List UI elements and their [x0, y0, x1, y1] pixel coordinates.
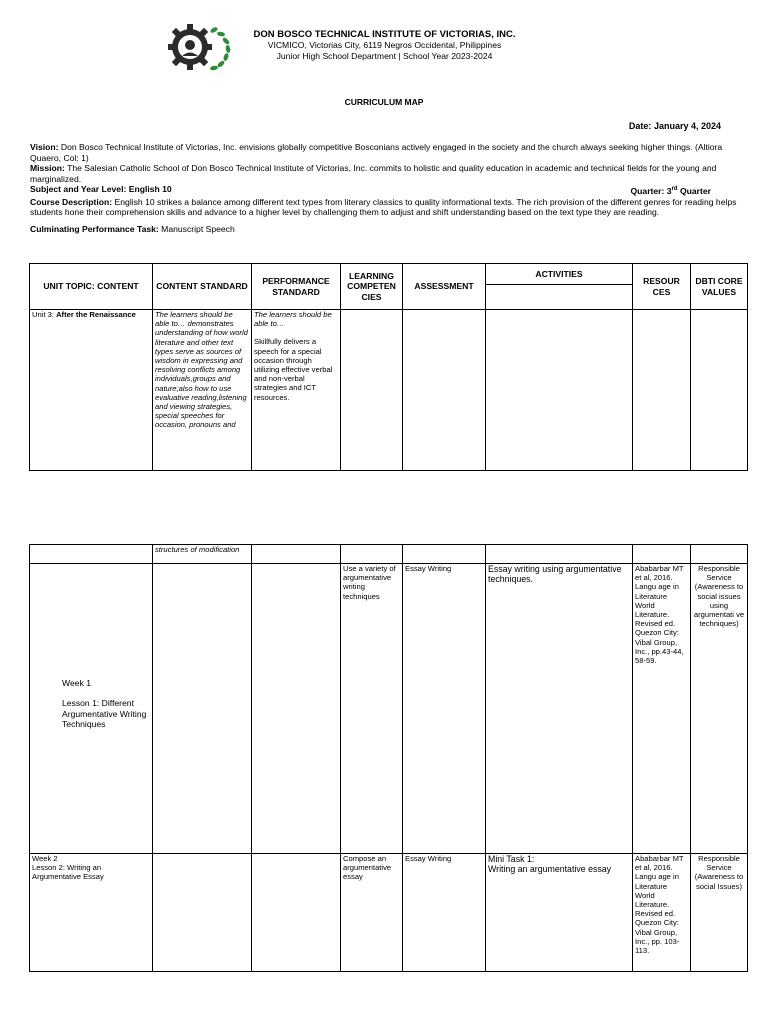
document-date [629, 121, 721, 131]
empty-cell [486, 545, 633, 564]
table-row [30, 854, 748, 972]
cpt-value: Manuscript Speech [161, 224, 235, 235]
activity-title: Mini Task 1: [488, 854, 535, 864]
table-row [30, 310, 748, 471]
table-row [30, 564, 748, 854]
cpt-label: Culminating Performance Task: [30, 224, 159, 235]
course-label: Course Description: [30, 196, 113, 207]
lesson-cell [30, 564, 153, 854]
quarter-word: Quarter [679, 186, 711, 197]
subject-label: Subject and Year Level: English 10 [30, 184, 172, 195]
competencies-cell [341, 310, 403, 471]
lesson-week: Week 2 [32, 854, 58, 863]
quarter-number: Quarter: 3 [630, 186, 672, 197]
header-resources: RESOUR CES [633, 264, 691, 310]
table-row [30, 545, 748, 564]
performance-standard-intro: The learners should be able to… [254, 310, 332, 329]
date-value: January 4, 2024 [653, 121, 721, 131]
course-description [30, 197, 746, 218]
unit-prefix: Unit 3: [32, 310, 54, 319]
competency-cell: Use a variety of argumentative writing techniques [341, 564, 403, 854]
vision-paragraph [30, 142, 746, 163]
empty-cell [252, 564, 341, 854]
lesson-title: Lesson 2: Writing an Argumentative Essay [32, 863, 104, 882]
course-text: English 10 strikes a balance among different text types from literary classics to quality informational texts. The rich provision of the different genres for reading helps students hone their comprehension skills and advance to a higher level by challenging them to adjust and shift understanding based on the text type they are reading. [30, 196, 737, 218]
performance-standard-cell [252, 310, 341, 471]
subject-quarter-row [30, 184, 746, 196]
core-values-cell: Responsible Service (Awareness to social issues using argumentati ve techniques) [691, 564, 748, 854]
quarter-label [630, 184, 711, 196]
mission-text: The Salesian Catholic School of Don Bosco Technical Institute of Victorias, Inc. commits to holistic and quality education in academic and technical fields for the young and marginalized. [30, 163, 717, 184]
lesson-title: Lesson 1: Different Argumentative Writing Techniques [62, 697, 147, 730]
curriculum-table-page1 [29, 263, 748, 471]
activity-text: Writing an argumentative essay [488, 864, 612, 875]
institution-address: VICMICO, Victorias City, 6119 Negros Occidental, Philippines [267, 40, 502, 50]
resources-cell: Ababarbar MT et al, 2016. Langu age in Literature World Literature. Revised ed. Quezon City: Vibal Group, Inc., pp.43-44, 58-59. [633, 564, 691, 854]
resources-cell [633, 310, 691, 471]
assessment-cell [403, 310, 486, 471]
header-content-standard: CONTENT STANDARD [153, 264, 252, 310]
assessment-cell: Essay Writing [403, 854, 486, 972]
lesson-cell [30, 854, 153, 972]
header-core-values: DBTI CORE VALUES [691, 264, 748, 310]
continued-unit-cell [30, 545, 153, 564]
unit-topic-cell [30, 310, 153, 471]
empty-cell [403, 545, 486, 564]
date-label: Date: [628, 121, 652, 131]
competency-cell: Compose an argumentative essay [341, 854, 403, 972]
performance-standard-body: Skillfully delivers a speech for a special occasion through utilizing effective verbal and non-verbal strategies and ICT resources. [254, 337, 333, 402]
header-activities: ACTIVITIES [486, 264, 633, 285]
core-values-cell: Responsible Service (Awareness to social Issues) [691, 854, 748, 972]
institution-name: DON BOSCO TECHNICAL INSTITUTE OF VICTORIAS, INC. [253, 29, 516, 40]
quarter-suffix-sup: rd [671, 186, 678, 193]
empty-cell [341, 545, 403, 564]
header-learning-competencies: LEARNING COMPETEN CIES [341, 264, 403, 310]
lesson-week: Week 1 [62, 678, 91, 689]
institution-header [247, 29, 522, 62]
document-title: CURRICULUM MAP [344, 97, 424, 107]
activity-cell [486, 854, 633, 972]
activities-cell [486, 310, 633, 471]
mission-paragraph [30, 163, 746, 184]
empty-cell [252, 854, 341, 972]
activity-cell: Essay writing using argumentative techniques. [486, 564, 633, 854]
activities-subheader-cell [486, 285, 633, 310]
empty-cell [633, 545, 691, 564]
vision-text: Don Bosco Technical Institute of Victorias, Inc. envisions globally competitive Bosconians actively engaged in the society and the church always seeking higher things. (Altiora Quaero, Col: 1) [30, 142, 723, 163]
mission-label: Mission: [30, 163, 65, 174]
header-assessment: ASSESSMENT [403, 264, 486, 310]
content-standard-cell: The learners should be able to… demonstrates understanding of how world literature and other text types serve as sources of wisdom in expressing and resolving conflicts among individuals,groups and nature;also how to use evaluative reading,listening and viewing strategies, special speeches for occasion, pronouns and [153, 310, 252, 471]
culminating-task [30, 224, 746, 235]
empty-cell [252, 545, 341, 564]
department-line: Junior High School Department | School Year 2023-2024 [276, 51, 493, 61]
resources-cell: Ababarbar MT et al, 2016. Langu age in Literature World Literature. Revised ed. Quezon City: Vibal Group, Inc., pp. 103-113. [633, 854, 691, 972]
empty-cell [153, 564, 252, 854]
intro-section [30, 142, 746, 235]
assessment-cell: Essay Writing [403, 564, 486, 854]
curriculum-table-page2 [29, 544, 748, 972]
empty-cell [691, 545, 748, 564]
continued-content-standard: structures of modification [153, 545, 252, 564]
header-performance-standard: PERFORMANCE STANDARD [252, 264, 341, 310]
header-unit-topic: UNIT TOPIC: CONTENT [30, 264, 153, 310]
unit-title: After the Renaissance [56, 310, 136, 319]
core-values-cell [691, 310, 748, 471]
gear-seal-logo-icon [168, 20, 240, 74]
empty-cell [153, 854, 252, 972]
vision-label: Vision: [30, 142, 59, 152]
